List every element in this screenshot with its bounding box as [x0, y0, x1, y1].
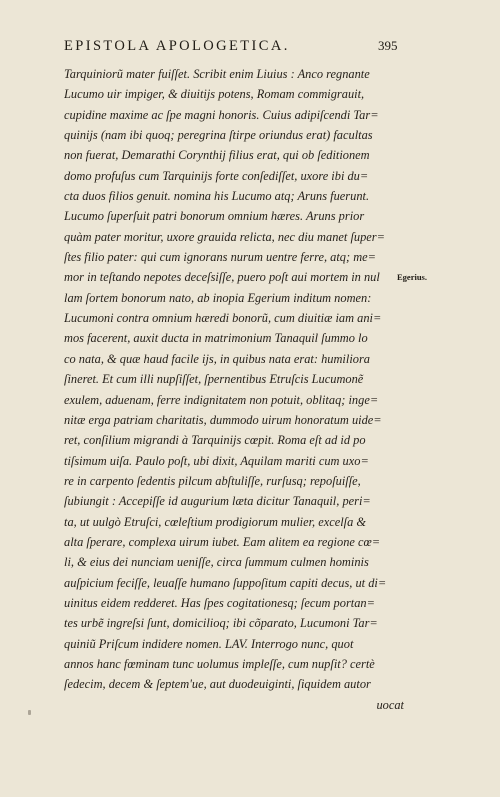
running-header: EPISTOLA APOLOGETICA.	[64, 38, 290, 54]
text-line-17: exulem, aduenam, ferre indignitatem non potuit, oblitaq; inge=	[64, 392, 379, 407]
text-line-28: tes urbẽ ingreſsi ſunt, domicilioq; ibi cõparato, Lucumoni Tar=	[64, 616, 378, 631]
text-line-18: nitæ erga patriam charitatis, dummodo uirum honoratum uide=	[64, 412, 382, 427]
text-line-3: cupidine maxime ac ſpe magni honoris. Cuius adipiſcendi Tar=	[64, 107, 379, 122]
text-line-11: mor in teſtando nepotes deceſsiſſe, puero poſt aui mortem in nul	[64, 270, 380, 285]
text-line-7: cta duos filios genuit. nomina his Lucumo atq; Aruns fuerunt.	[64, 189, 370, 204]
catchword: uocat	[376, 697, 404, 712]
text-line-1: Tarquiniorũ mater fuiſſet. Scribit enim Liuius : Anco regnante	[64, 67, 370, 81]
text-line-26: auſpicium feciſſe, leuaſſe humano ſuppoſitum capiti decus, ut di=	[64, 575, 387, 590]
text-line-22: ſubiungit : Accepiſſe id augurium læta dicitur Tanaquil, peri=	[64, 494, 371, 509]
text-line-30: annos hanc fœminam tunc uolumus impleſſe, cum nupſit? certè	[64, 656, 375, 671]
text-line-10: ſtes filio pater: qui cum ignorans nurum uentre ferre, atq; me=	[64, 250, 377, 265]
text-line-21: re in carpento ſedentis pilcum abſtuliſſe, rurſusq; repoſuiſſe,	[64, 473, 361, 488]
text-line-27: uinitus eidem redderet. Has ſpes cogitationesq; ſecum portan=	[64, 595, 375, 610]
text-line-9: quàm pater moritur, uxore grauida relicta, nec diu manet ſuper=	[64, 229, 385, 244]
text-line-5: non fuerat, Demarathi Corynthij filius erat, qui ob ſeditionem	[64, 148, 370, 163]
text-line-16: ſineret. Et cum illi nupſiſſet, ſpernentibus Etruſcis Lucumonẽ	[64, 372, 364, 387]
text-line-4: quinijs (nam ibi quoq; peregrina ſtirpe oriundus erat) facultas	[64, 128, 373, 143]
paper-speck	[28, 710, 31, 715]
text-line-15: co nata, & quæ haud facile ijs, in quibus nata erat: humiliora	[64, 351, 370, 366]
margin-note: Egerius.	[397, 272, 427, 282]
text-line-31: ſedecim, decem & ſeptem'ue, aut duodeuiginti, ſiquidem autor	[64, 677, 371, 692]
text-line-2: Lucumo uir impiger, & diuitijs potens, Romam commigrauit,	[64, 87, 365, 102]
text-line-23: ta, ut uulgò Etruſci, cœleſtium prodigiorum mulier, excelſa &	[64, 514, 367, 529]
text-line-29: quiniũ Priſcum indidere nomen. LAV. Interrogo nunc, quot	[64, 636, 354, 651]
text-line-14: mos facerent, auxit ducta in matrimonium Tanaquil ſummo lo	[64, 331, 368, 346]
text-line-19: ret, conſilium migrandi à Tarquinijs cœpit. Roma eſt ad id po	[64, 433, 366, 448]
text-line-6: domo profuſus cum Tarquinijs forte conſediſſet, uxore ibi du=	[64, 168, 369, 183]
text-line-25: li, & eius dei nunciam ueniſſe, circa ſummum culmen hominis	[64, 555, 369, 570]
body-text	[64, 64, 404, 715]
text-line-24: alta ſperare, complexa uirum iubet. Eam alitem ea regione cœ=	[64, 534, 381, 549]
page-number: 395	[378, 38, 398, 53]
text-line-13: Lucumoni contra omnium hæredi bonorũ, cum diuitiæ iam ani=	[64, 311, 382, 326]
text-line-12: lam ſortem bonorum nato, ab inopia Egerium inditum nomen:	[64, 290, 372, 305]
text-line-8: Lucumo ſuperſuit patri bonorum omnium hæres. Aruns prior	[64, 209, 365, 224]
text-line-20: tiſsimum uiſa. Paulo poſt, ubi dixit, Aquilam mariti cum uxo=	[64, 453, 369, 468]
